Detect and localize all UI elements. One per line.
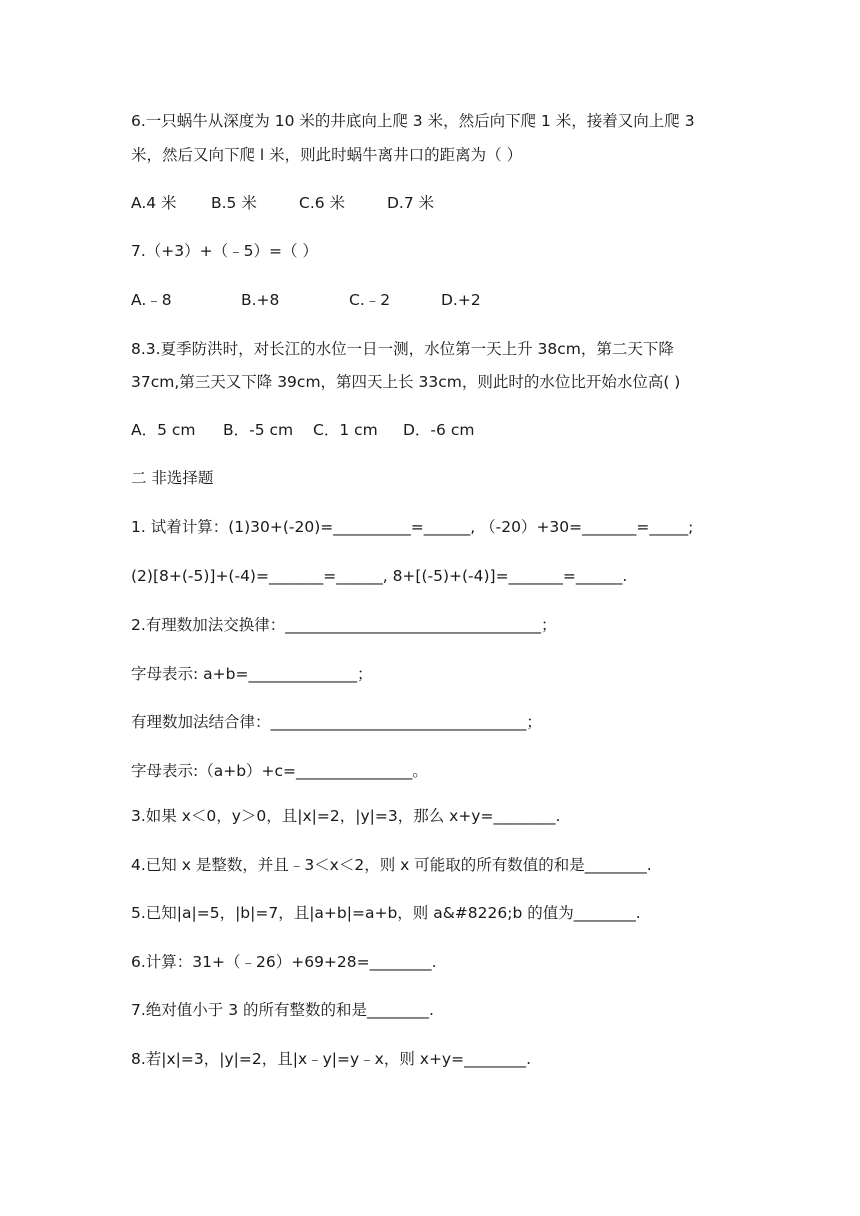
question-7-options	[131, 290, 481, 310]
fill-question-2-commutative: 2.有理数加法交换律：_________________________________；	[131, 616, 557, 634]
fill-question-4: 4.已知 x 是整数，并且﹣3＜x＜2，则 x 可能取的所有数值的和是________.	[131, 856, 652, 874]
option-d: D.+2	[441, 291, 481, 309]
option-b: B.5 米	[211, 194, 257, 212]
fill-question-1-line-1: 1. 试着计算：(1)30+(-20)=__________=______, （-20）+30=_______=_____;	[131, 518, 694, 536]
section-2-title: 二 非选择题	[131, 469, 214, 487]
fill-question-7: 7.绝对值小于 3 的所有整数的和是________.	[131, 1001, 434, 1019]
option-a: A.4 米	[131, 194, 177, 212]
fill-question-5: 5.已知|a|=5，|b|=7，且|a+b|=a+b，则 a&#8226;b 的值为________.	[131, 904, 641, 922]
fill-question-1-line-2: (2)[8+(-5)]+(-4)=_______=______, 8+[(-5)+(-4)]=_______=______.	[131, 567, 628, 585]
question-8-line-1: 8.3.夏季防洪时，对长江的水位一日一测，水位第一天上升 38cm，第二天下降	[131, 340, 674, 358]
fill-question-8: 8.若|x|=3，|y|=2，且|x﹣y|=y﹣x，则 x+y=________.	[131, 1050, 532, 1068]
fill-question-2-associative-formula: 字母表示:（a+b）+c=_______________。	[131, 762, 428, 780]
option-b: B．-5 cm	[223, 421, 294, 439]
fill-question-6: 6.计算：31+（﹣26）+69+28=________.	[131, 953, 437, 971]
option-a: A．5 cm	[131, 421, 196, 439]
question-8-line-2: 37cm,第三天又下降 39cm，第四天上长 33cm，则此时的水位比开始水位高( )	[131, 373, 681, 391]
question-7-stem: 7.（+3）+（﹣5）=（ ）	[131, 242, 318, 260]
fill-question-3: 3.如果 x＜0，y＞0，且|x|=2，|y|=3，那么 x+y=________.	[131, 807, 561, 825]
question-8-options	[131, 420, 474, 440]
option-b: B.+8	[241, 291, 280, 309]
question-6-options	[131, 193, 434, 213]
option-a: A.﹣8	[131, 291, 172, 309]
option-c: C.6 米	[299, 194, 346, 212]
option-c: C．1 cm	[313, 421, 378, 439]
option-d: D．-6 cm	[403, 421, 475, 439]
fill-question-2-associative: 有理数加法结合律：_________________________________；	[131, 713, 542, 731]
question-6-line-2: 米，然后又向下爬 l 米，则此时蜗牛离井口的距离为（ ）	[131, 146, 523, 164]
fill-question-2-commutative-formula: 字母表示: a+b=______________；	[131, 665, 373, 683]
option-d: D.7 米	[387, 194, 435, 212]
option-c: C.﹣2	[349, 291, 391, 309]
question-6-line-1: 6.一只蜗牛从深度为 10 米的井底向上爬 3 米，然后向下爬 1 米，接着又向上爬 3	[131, 112, 695, 130]
